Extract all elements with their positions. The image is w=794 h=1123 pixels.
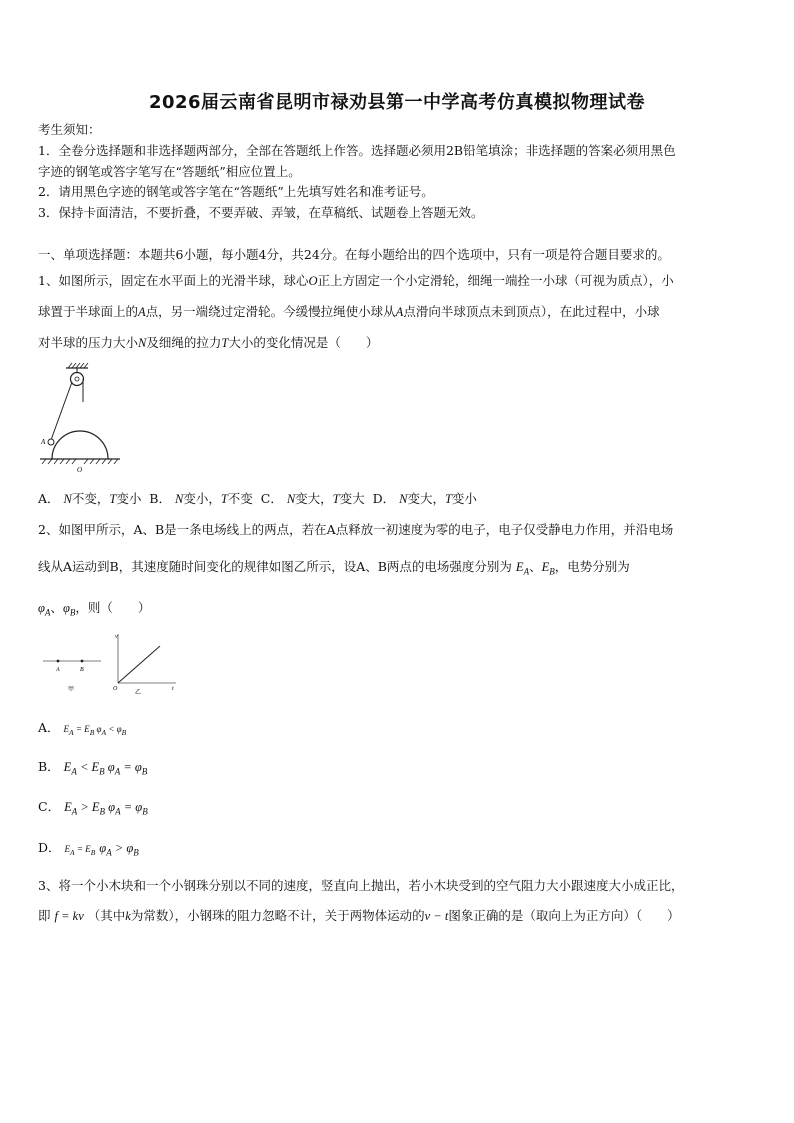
q1-options: [38, 489, 477, 507]
symbol-T: T: [221, 336, 229, 350]
q3-text: 图象正确的是（取向上为正方向）（ ）: [448, 908, 680, 923]
option-text: 变小: [451, 491, 477, 506]
axis-o: O: [113, 686, 118, 692]
option-D-label[interactable]: D．: [372, 491, 396, 506]
q3-line2: [38, 906, 680, 924]
option-text: 变大，: [407, 491, 445, 506]
q2-line1: 2、如图甲所示，A、B是一条电场线上的两点，若在A点释放一初速度为零的电子，电子仅受静电力作用，并沿电场: [38, 522, 674, 537]
q2-text: 线从A运动到B，其速度随时间变化的规律如图乙所示，设A、B两点的电场强度分别为: [38, 559, 512, 574]
fig-label-B: B: [80, 667, 84, 673]
q2-line2: 线从A运动到B，其速度随时间变化的规律如图乙所示，设A、B两点的电场强度分别为 $E_A$、$E_B$，电势分别为: [38, 559, 630, 577]
symbol-A: A: [395, 305, 404, 319]
q1-text: 正上方固定一个小定滑轮，细绳一端拴一小球（可视为质点），小: [317, 273, 674, 288]
symbol-T: T: [444, 492, 452, 506]
q1-text: 球置于半球面上的: [38, 304, 139, 319]
symbol-N: N: [399, 492, 408, 506]
fig-label-yi: 乙: [135, 690, 142, 696]
q1-text: 对半球的压力大小: [38, 335, 139, 350]
option-text: 变大: [339, 491, 365, 506]
q1-line2: [38, 302, 660, 320]
q3-text: 为常数），小钢珠的阻力忽略不计，关于两物体运动的: [130, 908, 425, 923]
q3-line1: 3、将一个小木块和一个小钢珠分别以不同的速度，竖直向上抛出，若小木块受到的空气阻力大小跟速度大小成正比，: [38, 878, 684, 893]
q2-text: ，电势分别为: [554, 559, 630, 574]
option-label: C．: [38, 799, 61, 814]
q2-option-A[interactable]: A． $E_A = E_B$ $\varphi_A < \varphi_B$: [38, 720, 127, 737]
fig-label-A: A: [41, 438, 46, 446]
symbol-N: N: [174, 492, 184, 506]
option-text: 变小: [116, 491, 142, 506]
symbol-N: N: [286, 492, 296, 506]
symbol-T: T: [220, 492, 228, 506]
option-text: 变大，: [295, 491, 333, 506]
symbol-T: T: [109, 492, 117, 506]
formula: f = kv: [54, 909, 84, 923]
q1-text: 点，另一端绕过定滑轮。今缓慢拉绳使小球从: [145, 304, 396, 319]
symbol-T: T: [332, 492, 340, 506]
axis-t: t: [172, 686, 174, 692]
option-label: B．: [38, 759, 60, 774]
option-text: 不变，: [71, 491, 110, 506]
option-B-label[interactable]: B．: [149, 491, 171, 506]
fig-label-O: O: [77, 466, 83, 474]
q2-option-C[interactable]: C． $E_A > E_B$ $\varphi_A = \varphi_B$: [38, 799, 148, 817]
notice-item: 字迹的钢笔或答字笔写在“答题纸”相应位置上。: [38, 164, 301, 179]
notice-heading: 考生须知：: [38, 122, 101, 137]
section-header: 一、单项选择题：本题共6小题，每小题4分，共24分。在每小题给出的四个选项中，只有一项是符合题目要求的。: [38, 247, 670, 262]
q1-text: 1、如图所示，固定在水平面上的光滑半球，球心: [38, 273, 309, 288]
page-title: 2026届云南省昆明市禄劝县第一中学高考仿真模拟物理试卷: [148, 92, 646, 113]
q1-hemisphere-figure: [36, 362, 126, 474]
axis-v: v: [115, 634, 118, 640]
notice-item: 2．请用黑色字迹的钢笔或答字笔在“答题纸”上先填写姓名和准考证号。: [38, 184, 434, 199]
option-A-label[interactable]: A．: [38, 491, 60, 506]
q1-text: 大小的变化情况是（ ）: [228, 335, 379, 350]
q1-text: 及细绳的拉力: [146, 335, 222, 350]
option-label: D．: [38, 840, 61, 855]
q3-text: 即: [38, 908, 51, 923]
symbol-N: N: [138, 336, 147, 350]
q2-option-D[interactable]: D． $E_A = E_B$ $\varphi_A > \varphi_B$: [38, 840, 139, 858]
q2-line3: $\varphi_A$、$\varphi_B$，则（ ）: [38, 600, 151, 618]
q1-line3: [38, 333, 378, 351]
option-text: 不变: [227, 491, 253, 506]
notice-item: 3．保持卡面清洁，不要折叠，不要弄破、弄皱，在草稿纸、试题卷上答题无效。: [38, 205, 484, 220]
symbol-N: N: [63, 492, 72, 506]
option-C-label[interactable]: C．: [260, 491, 283, 506]
fig-label-jia: 甲: [68, 687, 75, 693]
q3-text: （其中: [87, 908, 126, 923]
symbol-A: A: [138, 305, 146, 319]
q2-text: ，则（ ）: [75, 600, 151, 615]
symbol-k: k: [125, 909, 131, 923]
option-label: A．: [38, 720, 60, 735]
option-text: 变小，: [183, 491, 221, 506]
symbol-vt: v − t: [424, 909, 449, 923]
symbol-O: O: [308, 274, 318, 288]
q2-option-B[interactable]: B． $E_A < E_B$ $\varphi_A = \varphi_B$: [38, 759, 148, 777]
q1-line1: [38, 271, 674, 289]
notice-item: 1．全卷分选择题和非选择题两部分，全部在答题纸上作答。选择题必须用2B铅笔填涂；非选择题的答案必须用黑色: [38, 143, 676, 158]
fig-label-A: A: [56, 667, 60, 673]
q2-field-line-figure: [38, 628, 183, 698]
q1-text: 点滑向半球顶点未到顶点），在此过程中，小球: [403, 304, 660, 319]
